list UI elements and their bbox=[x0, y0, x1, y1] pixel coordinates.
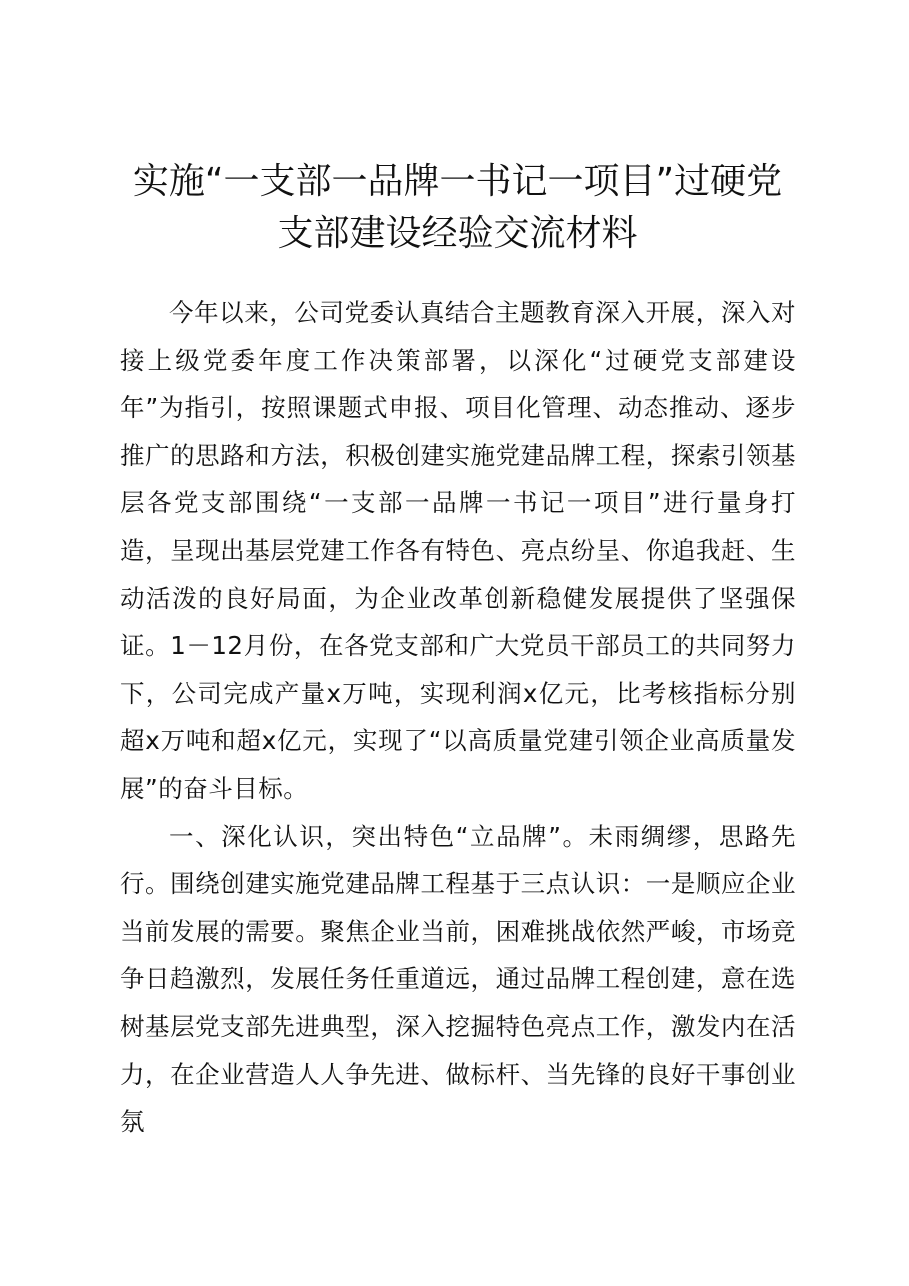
paragraph-section-one: 一、深化认识，突出特色“立品牌”。未雨绸缪，思路先行。围绕创建实施党建品牌工程基于三点认识：一是顺应企业当前发展的需要。聚焦企业当前，困难挑战依然严峻，市场竞争日趋激烈，发展任务任重道远，通过品牌工程创建，意在选树基层党支部先进典型，深入挖掘特色亮点工作，激发内在活力，在企业营造人人争先进、做标杆、当先锋的良好干事创业氛 bbox=[120, 821, 796, 1137]
document-title: 实施“一支部一品牌一书记一项目”过硬党支部建设经验交流材料 bbox=[132, 161, 783, 254]
document-body bbox=[120, 289, 796, 1146]
paragraph-intro: 今年以来，公司党委认真结合主题教育深入开展，深入对接上级党委年度工作决策部署，以深化“过硬党支部建设年”为指引，按照课题式申报、项目化管理、动态推动、逐步推广的思路和方法，积极创建实施党建品牌工程，探索引领基层各党支部围绕“一支部一品牌一书记一项目”进行量身打造，呈现出基层党建工作各有特色、亮点纷呈、你追我赶、生动活泼的良好局面，为企业改革创新稳健发展提供了坚强保证。1－12月份，在各党支部和广大党员干部员工的共同努力下，公司完成产量x万吨，实现利润x亿元，比考核指标分别超x万吨和超x亿元，实现了“以高质量党建引领企业高质量发展”的奋斗目标。 bbox=[120, 298, 796, 803]
